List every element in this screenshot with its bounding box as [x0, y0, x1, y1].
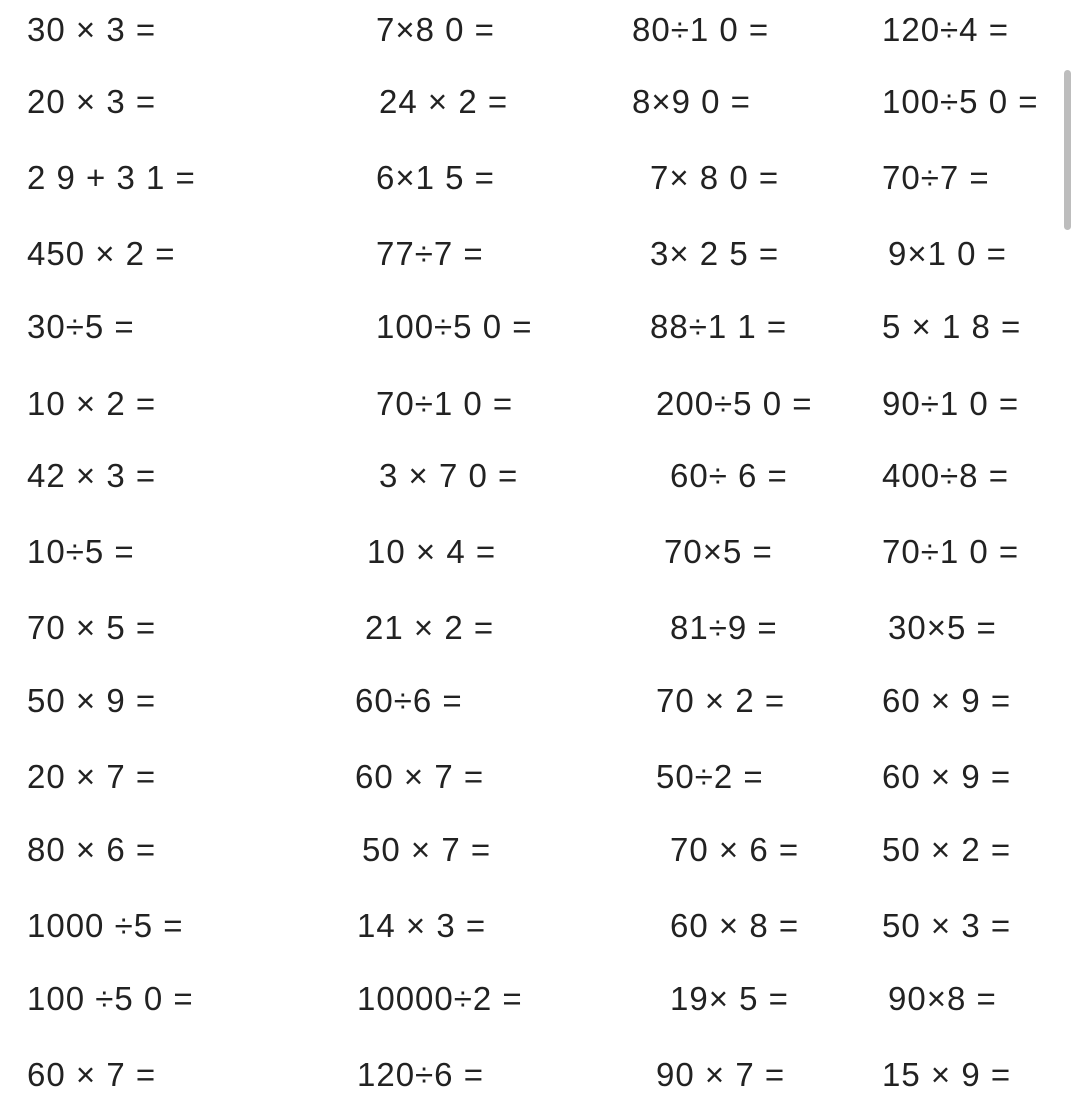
problem: 50 × 7 = — [362, 831, 492, 868]
problem: 100 ÷5 0 = — [27, 980, 194, 1017]
problem: 81÷9 = — [670, 609, 778, 646]
problem-row — [0, 1050, 1060, 1100]
problem: 60 × 8 = — [670, 907, 800, 944]
scrollbar-thumb[interactable] — [1064, 70, 1071, 230]
problem: 8×9 0 = — [632, 83, 751, 120]
problem-row — [0, 5, 1060, 55]
problem: 100÷5 0 = — [882, 83, 1039, 120]
problem: 1000 ÷5 = — [27, 907, 184, 944]
problem: 90×8 = — [888, 980, 997, 1017]
problem: 90 × 7 = — [656, 1056, 786, 1093]
problem: 77÷7 = — [376, 235, 484, 272]
problem-row — [0, 527, 1060, 577]
problem: 50÷2 = — [656, 758, 764, 795]
problem: 30×5 = — [888, 609, 997, 646]
problem-row — [0, 676, 1060, 726]
problem: 70 × 6 = — [670, 831, 800, 868]
problem: 30 × 3 = — [27, 11, 157, 48]
problem: 60 × 9 = — [882, 682, 1012, 719]
problem: 100÷5 0 = — [376, 308, 533, 345]
problem-row — [0, 379, 1060, 429]
problem: 70 × 2 = — [656, 682, 786, 719]
problem: 70 × 5 = — [27, 609, 157, 646]
problem: 20 × 3 = — [27, 83, 157, 120]
problem: 60 × 7 = — [355, 758, 485, 795]
problem: 400÷8 = — [882, 457, 1009, 494]
problem-row — [0, 451, 1060, 501]
problem-row — [0, 603, 1060, 653]
problem: 70÷7 = — [882, 159, 990, 196]
problem: 70÷1 0 = — [376, 385, 514, 422]
problem: 120÷6 = — [357, 1056, 484, 1093]
problem: 10 × 4 = — [367, 533, 497, 570]
problem: 15 × 9 = — [882, 1056, 1012, 1093]
problem: 10 × 2 = — [27, 385, 157, 422]
problem-row — [0, 974, 1060, 1024]
problem: 7× 8 0 = — [650, 159, 780, 196]
problem: 200÷5 0 = — [656, 385, 813, 422]
problem: 20 × 7 = — [27, 758, 157, 795]
problem-row — [0, 901, 1060, 951]
problem-row — [0, 302, 1060, 352]
problem: 50 × 2 = — [882, 831, 1012, 868]
problem-row — [0, 229, 1060, 279]
problem: 60÷ 6 = — [670, 457, 788, 494]
problem: 90÷1 0 = — [882, 385, 1020, 422]
problem: 60÷6 = — [355, 682, 463, 719]
problem-row — [0, 77, 1060, 127]
problem: 9×1 0 = — [888, 235, 1007, 272]
problem-row — [0, 752, 1060, 802]
problem-row — [0, 825, 1060, 875]
vertical-scrollbar[interactable] — [1064, 70, 1072, 230]
problem: 19× 5 = — [670, 980, 789, 1017]
problem: 2 9 + 3 1 = — [27, 159, 196, 196]
problem: 5 × 1 8 = — [882, 308, 1022, 345]
problem: 3 × 7 0 = — [379, 457, 519, 494]
problem: 6×1 5 = — [376, 159, 495, 196]
problem: 24 × 2 = — [379, 83, 509, 120]
problem: 50 × 9 = — [27, 682, 157, 719]
problem: 120÷4 = — [882, 11, 1009, 48]
problem: 80÷1 0 = — [632, 11, 770, 48]
problem: 70×5 = — [664, 533, 773, 570]
problem: 80 × 6 = — [27, 831, 157, 868]
problem: 10÷5 = — [27, 533, 135, 570]
problem: 42 × 3 = — [27, 457, 157, 494]
problem: 60 × 7 = — [27, 1056, 157, 1093]
problem: 60 × 9 = — [882, 758, 1012, 795]
problem: 14 × 3 = — [357, 907, 487, 944]
problem: 3× 2 5 = — [650, 235, 780, 272]
problem: 450 × 2 = — [27, 235, 176, 272]
problem: 10000÷2 = — [357, 980, 523, 1017]
problem: 88÷1 1 = — [650, 308, 788, 345]
problem: 7×8 0 = — [376, 11, 495, 48]
problem: 30÷5 = — [27, 308, 135, 345]
problem: 70÷1 0 = — [882, 533, 1020, 570]
problem-row — [0, 153, 1060, 203]
problem: 21 × 2 = — [365, 609, 495, 646]
problem: 50 × 3 = — [882, 907, 1012, 944]
